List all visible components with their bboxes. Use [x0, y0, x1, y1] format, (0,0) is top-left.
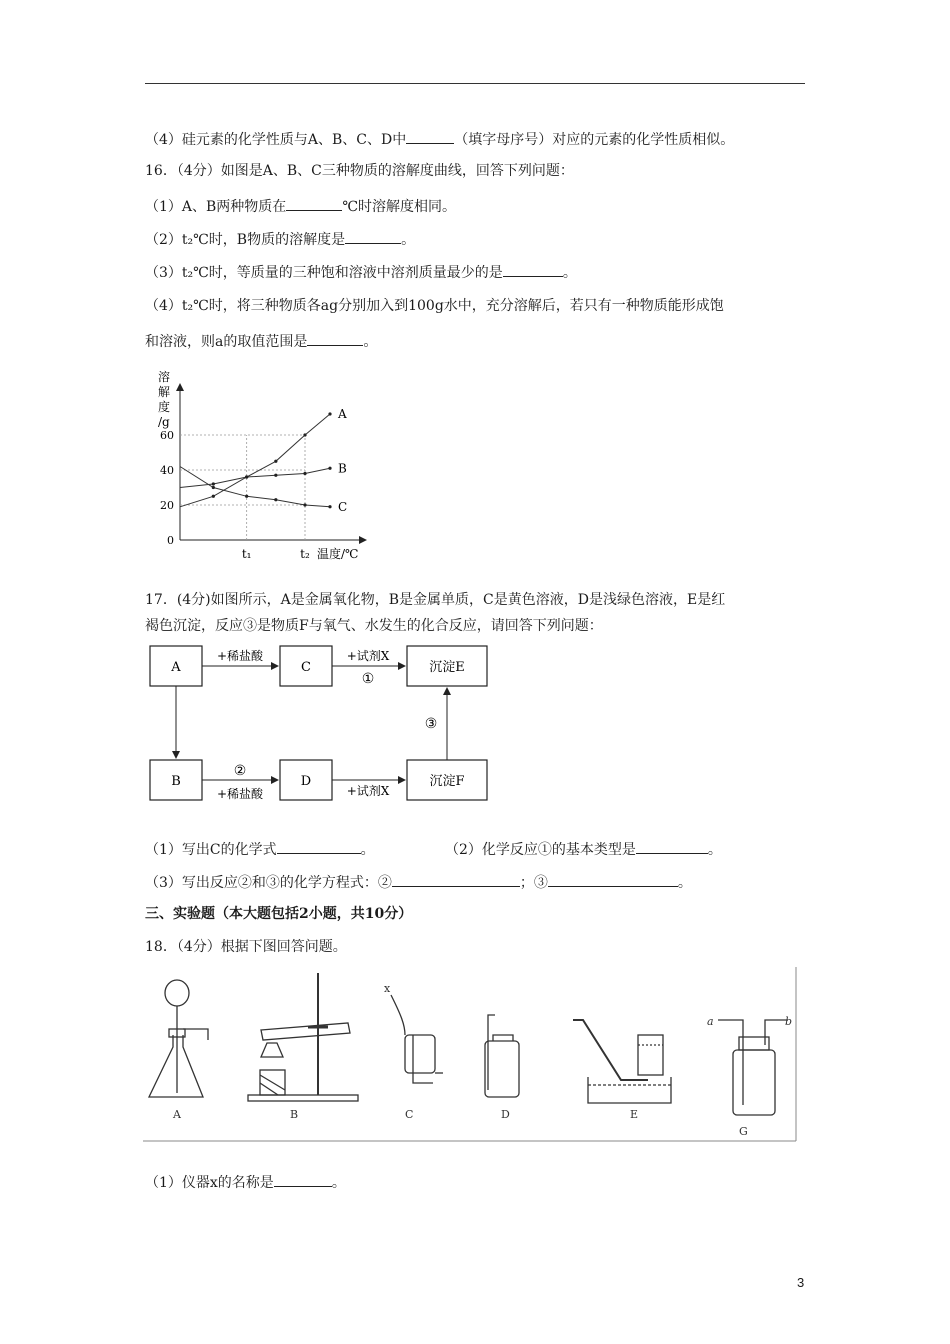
data-point-c — [303, 503, 306, 506]
apparatus-label-a: A — [173, 1108, 181, 1121]
y-tick-label: 40 — [160, 464, 174, 477]
q17-stem-line1: 17．(4分)如图所示，A是金属氧化物，B是金属单质，C是黄色溶液，D是浅绿色溶液，E是红 — [145, 592, 726, 608]
data-point-b — [245, 475, 248, 478]
x-tick-label: t₁ — [241, 547, 252, 561]
apparatus-label-e: E — [630, 1108, 639, 1121]
apparatus-g-wash-bottle — [718, 1020, 788, 1115]
label-b-d-bottom: +稀盐酸 — [216, 787, 264, 801]
node-a-label: A — [171, 660, 181, 675]
y-axis-label: /g — [158, 415, 170, 429]
data-point-b — [328, 467, 331, 470]
node-c-label: C — [301, 660, 311, 675]
q17-part3: （3）写出反应②和③的化学方程式：② ；③ 。 — [145, 871, 692, 893]
q17-part2: （2）化学反应①的基本类型是 。 — [445, 838, 722, 860]
apparatus-a-flask — [149, 980, 208, 1097]
apparatus-label-b-port: b — [785, 1015, 793, 1028]
label-d-f: +试剂X — [346, 784, 390, 798]
lab-apparatus-figure — [143, 965, 798, 1143]
apparatus-label-a-port: a — [707, 1015, 714, 1028]
data-point-b — [303, 472, 306, 475]
label-a-c: +稀盐酸 — [216, 649, 264, 663]
q15-part4: （4）硅元素的化学性质与A、B、C、D中 （填字母序号）对应的元素的化学性质相似。 — [145, 128, 734, 150]
series-line-b — [180, 468, 330, 507]
node-d-label: D — [300, 774, 312, 789]
apparatus-b-heating-setup — [248, 973, 358, 1101]
q16-part2: （2）t₂℃时，B物质的溶解度是 。 — [145, 228, 415, 250]
q17-part1: （1）写出C的化学式 。 — [145, 838, 375, 860]
label-f-e: ③ — [424, 716, 438, 732]
data-point-c — [328, 505, 331, 508]
apparatus-label-b: B — [290, 1108, 299, 1121]
data-point-a — [212, 482, 215, 485]
q16-part4-line1: （4）t₂℃时，将三种物质各ag分别加入到100g水中，充分溶解后，若只有一种物质能形成饱 — [145, 298, 724, 314]
header-rule — [145, 83, 805, 84]
series-label-a: A — [338, 407, 347, 421]
reaction-flow-diagram — [145, 638, 505, 808]
y-tick-label: 20 — [160, 499, 174, 512]
y-tick-label: 60 — [160, 429, 174, 442]
node-f-label: 沉淀F — [429, 774, 465, 789]
q17-stem-line2: 褐色沉淀，反应③是物质F与氧气、水发生的化合反应，请回答下列问题： — [145, 618, 603, 634]
section-3-heading: 三、实验题（本大题包括2小题，共10分） — [145, 906, 413, 922]
apparatus-e-trough — [573, 1020, 671, 1103]
y-axis-label: 解 — [158, 385, 171, 399]
page-number: 3 — [797, 1275, 805, 1290]
series-label-c: C — [338, 499, 348, 514]
x-axis-arrow — [359, 536, 367, 544]
apparatus-c-bottle — [391, 995, 443, 1083]
label-c-e-top: +试剂X — [346, 649, 390, 663]
y-axis-arrow — [176, 383, 184, 391]
apparatus-label-c: C — [405, 1108, 414, 1121]
data-point-c — [245, 495, 248, 498]
apparatus-d-bottle — [485, 1015, 519, 1097]
x-tick-label: t₂ — [300, 547, 310, 561]
y-axis-label: 溶 — [158, 370, 171, 384]
q16-part1: （1）A、B两种物质在 ℃时溶解度相同。 — [145, 195, 456, 217]
data-point-a — [303, 433, 306, 436]
q16-part3: （3）t₂℃时，等质量的三种饱和溶液中溶剂质量最少的是 。 — [145, 261, 577, 283]
solubility-chart — [150, 365, 380, 570]
data-point-a — [274, 460, 277, 463]
apparatus-label-d: D — [501, 1108, 510, 1121]
data-point-b — [212, 495, 215, 498]
x-axis-label: 温度/℃ — [317, 547, 359, 561]
data-point-c — [212, 486, 215, 489]
data-point-b — [274, 474, 277, 477]
series-label-b: B — [338, 461, 347, 476]
node-e-label: 沉淀E — [429, 660, 465, 675]
y-tick-label: 0 — [167, 534, 174, 547]
apparatus-label-x: x — [384, 982, 391, 995]
q16-part4-line2: 和溶液，则a的取值范围是 。 — [145, 330, 377, 352]
q16-stem: 16．（4分）如图是A、B、C三种物质的溶解度曲线，回答下列问题： — [145, 163, 574, 179]
label-c-e-bottom: ① — [361, 671, 375, 687]
apparatus-label-g: G — [739, 1125, 748, 1138]
node-b-label: B — [171, 774, 181, 789]
data-point-a — [328, 412, 331, 415]
data-point-c — [274, 498, 277, 501]
q18-part1: （1）仪器x的名称是 。 — [145, 1171, 346, 1193]
label-b-d-top: ② — [233, 763, 247, 779]
q18-stem: 18．（4分）根据下图回答问题。 — [145, 939, 347, 955]
y-axis-label: 度 — [158, 400, 171, 414]
